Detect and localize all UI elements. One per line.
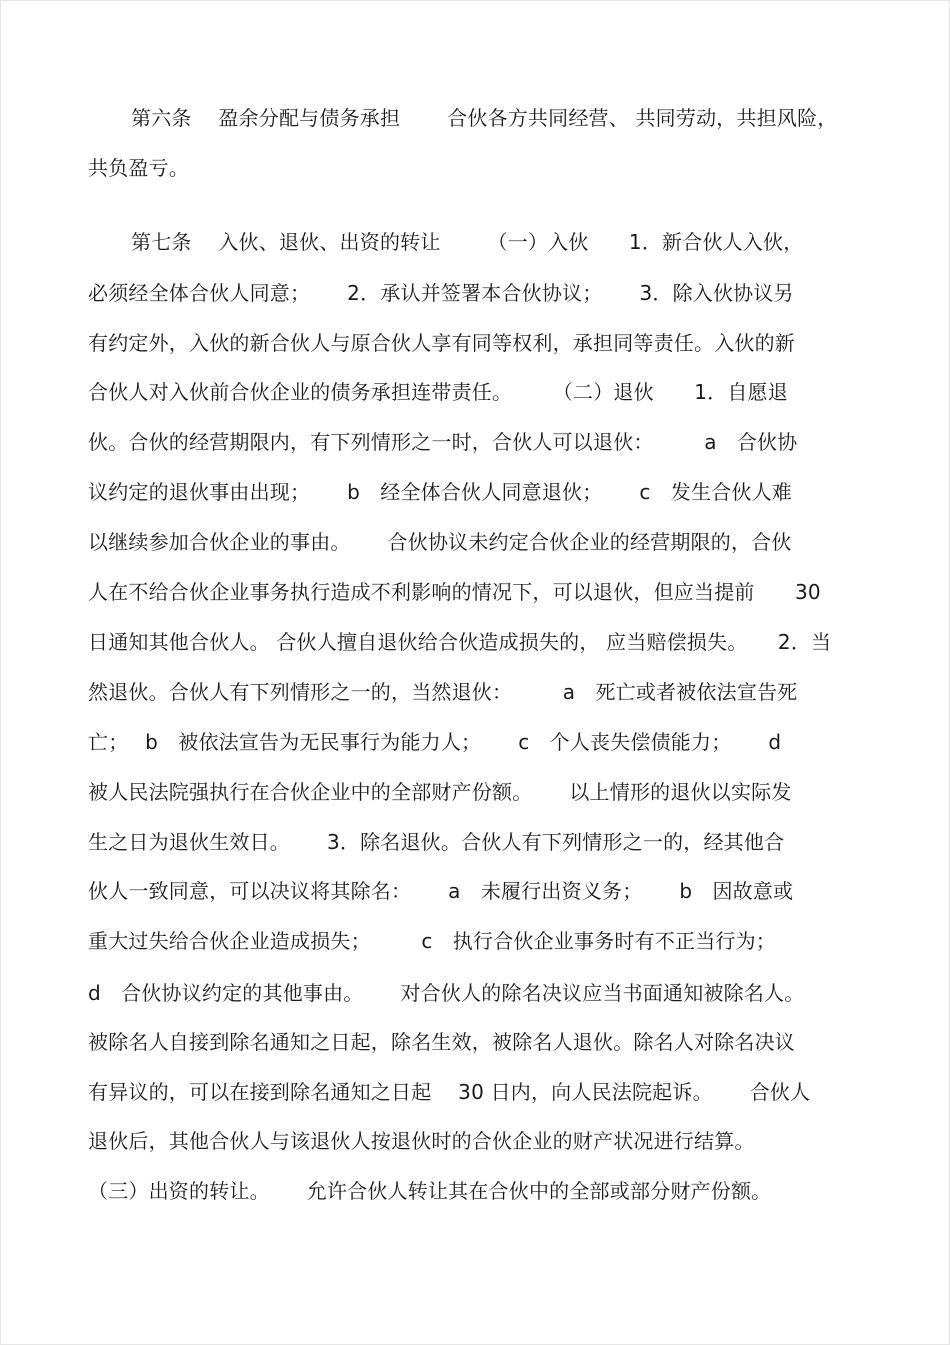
- text-line: 日通知其他合伙人。 合伙人擅自退伙给合伙造成损失的， 应当赔偿损失。 2．当: [88, 630, 832, 654]
- text-line: 然退伙。合伙人有下列情形之一的，当然退伙： a 死亡或者被依法宣告死: [88, 680, 798, 704]
- text-line: 第六条 盈余分配与债务承担 合伙各方共同经营、 共同劳动，共担风险，: [131, 106, 838, 130]
- text-line: （三）出资的转让。 允许合伙人转让其在合伙中的全部或部分财产份额。: [88, 1179, 772, 1203]
- text-line: 被除名人自接到除名通知之日起，除名生效，被除名人退伙。除名人对除名决议: [88, 1030, 795, 1054]
- text-line: 伙。合伙的经营期限内，有下列情形之一时，合伙人可以退伙： a 合伙协: [88, 430, 798, 454]
- text-line: 合伙人对入伙前合伙企业的债务承担连带责任。 （二）退伙 1．自愿退: [88, 380, 788, 404]
- text-line: 人在不给合伙企业事务执行造成不利影响的情况下，可以退伙，但应当提前 30: [88, 580, 821, 604]
- text-line: 必须经全体合伙人同意； 2．承认并签署本合伙协议； 3．除入伙协议另: [88, 281, 794, 305]
- text-line: 亡； b 被依法宣告为无民事行为能力人； c 个人丧失偿债能力； d: [88, 730, 782, 754]
- text-line: 共负盈亏。: [88, 156, 189, 180]
- text-line: 生之日为退伙生效日。 3．除名退伙。合伙人有下列情形之一的，经其他合: [88, 830, 785, 854]
- text-line: 议约定的退伙事由出现； b 经全体合伙人同意退伙； c 发生合伙人难: [88, 480, 793, 504]
- text-line: 退伙后，其他合伙人与该退伙人按退伙时的合伙企业的财产状况进行结算。: [88, 1129, 755, 1153]
- text-line: d 合伙协议约定的其他事由。 对合伙人的除名决议应当书面通知被除名人。: [88, 981, 805, 1005]
- text-line: 以继续参加合伙企业的事由。 合伙协议未约定合伙企业的经营期限的，合伙: [88, 530, 792, 554]
- text-line: 重大过失给合伙企业造成损失； c 执行合伙企业事务时有不正当行为；: [88, 929, 776, 953]
- text-line: 第七条 入伙、退伙、出资的转让 （一）入伙 1．新合伙人入伙，: [131, 230, 804, 254]
- text-line: 有异议的，可以在接到除名通知之日起 30 日内，向人民法院起诉。 合伙人: [88, 1080, 811, 1104]
- text-line: 有约定外，入伙的新合伙人与原合伙人享有同等权利，承担同等责任。入伙的新: [88, 331, 795, 355]
- text-line: 被人民法院强执行在合伙企业中的全部财产份额。 以上情形的退伙以实际发: [88, 780, 792, 804]
- text-line: 伙人一致同意，可以决议将其除名： a 未履行出资义务； b 因故意或: [88, 879, 794, 903]
